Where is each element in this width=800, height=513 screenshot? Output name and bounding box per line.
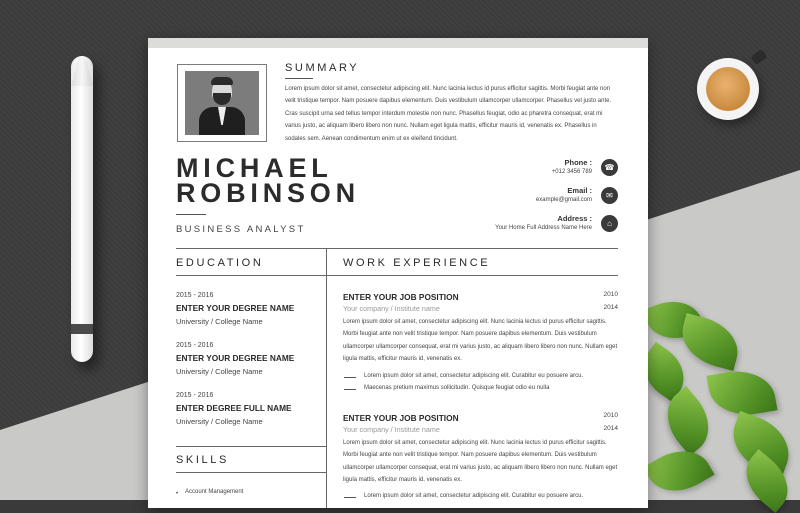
stylus-tip <box>71 56 93 86</box>
bullet-dash <box>344 377 356 378</box>
education-degree: ENTER DEGREE FULL NAME <box>176 403 292 413</box>
education-school: University / College Name <box>176 317 263 326</box>
home-icon: ⌂ <box>601 215 618 232</box>
address-label: Address : <box>557 214 592 223</box>
mail-icon: ✉ <box>601 187 618 204</box>
phone-icon: ☎ <box>601 159 618 176</box>
leaf <box>675 313 744 371</box>
job-title: BUSINESS ANALYST <box>176 224 306 235</box>
summary-title: SUMMARY <box>285 62 360 74</box>
coffee-liquid <box>706 67 750 111</box>
phone-label: Phone : <box>564 158 592 167</box>
job-year-end: 2014 <box>603 425 618 432</box>
email-label: Email : <box>567 186 592 195</box>
job-company: Your company / Institute name <box>343 425 440 434</box>
job-bullet: Maecenas pretium maximus sollicitudin. Quisque feugiat odio eu nulla <box>364 385 550 391</box>
job-year-start: 2010 <box>603 412 618 419</box>
education-years: 2015 - 2016 <box>176 392 214 399</box>
address-value: Your Home Full Address Name Here <box>495 225 592 231</box>
job-company: Your company / Institute name <box>343 304 440 313</box>
job-bullet: Lorem ipsum dolor sit amet, consectetur adipiscing elit. Curabitur eu posuere arcu. <box>364 493 584 499</box>
job-description: Lorem ipsum dolor sit amet, consectetur adipiscing elit. Nunc lacinia lectus id purus efficitur sagittis. Morbi feugiat ante non velit tristique tempor. Nam posuere dapibus elementum. Duis vestibulum ullamcorper ullamcorper consequat, erat mi varius justo, ac aliquam libero libero non nunc. Nullam eget ligula mattis, efficitur mauris id, venenatis ex. <box>343 319 618 363</box>
job-position: ENTER YOUR JOB POSITION <box>343 292 459 302</box>
job-description: Lorem ipsum dolor sit amet, consectetur adipiscing elit. Nunc lacinia lectus id purus efficitur sagittis. Morbi feugiat ante non velit tristique tempor. Nam posuere dapibus elementum. Duis vestibulum ullamcorper ullamcorper consequat, erat mi varius justo, ac aliquam libero libero non nunc. Nullam eget ligula mattis, efficitur mauris id, venenatis ex. <box>343 440 618 484</box>
skills-title: SKILLS <box>176 454 229 466</box>
education-school: University / College Name <box>176 367 263 376</box>
resume-page <box>148 38 648 508</box>
profile-photo <box>185 71 259 135</box>
coffee-cup <box>697 58 759 120</box>
summary-title-rule <box>285 78 313 79</box>
education-degree: ENTER YOUR DEGREE NAME <box>176 353 295 363</box>
skill-bullet: • <box>176 491 179 497</box>
skill-item: Account Management <box>185 489 244 495</box>
education-degree: ENTER YOUR DEGREE NAME <box>176 303 295 313</box>
email-value: example@gmail.com <box>535 197 592 203</box>
education-school: University / College Name <box>176 417 263 426</box>
skills-top-rule <box>176 446 326 447</box>
skills-header-rule <box>176 472 326 473</box>
first-name: MICHAEL <box>176 153 333 183</box>
stylus-band <box>71 324 93 334</box>
section-top-rule <box>176 248 618 249</box>
name-rule <box>176 214 206 215</box>
photo-beard <box>213 93 231 105</box>
column-divider <box>326 248 327 508</box>
job-year-end: 2014 <box>603 304 618 311</box>
education-years: 2015 - 2016 <box>176 292 214 299</box>
job-position: ENTER YOUR JOB POSITION <box>343 413 459 423</box>
education-title: EDUCATION <box>176 257 264 269</box>
last-name: ROBINSON <box>176 178 360 208</box>
stylus-pencil <box>71 56 93 362</box>
education-years: 2015 - 2016 <box>176 342 214 349</box>
phone-value: +012 3456 789 <box>551 169 592 175</box>
leaf <box>643 438 714 503</box>
page-top-bar <box>148 38 648 48</box>
summary-text: Lorem ipsum dolor sit amet, consectetur adipiscing elit. Nunc lacinia lectus id purus efficitur sagittis. Morbi feugiat ante non velit tristique tempor. Nam posuere dapibus elementum. Duis vestibulum ullamcorper ullamcorper. Phasellus vel justo ante. Cras suscipit urna sed tellus tempor interdum molestie non nunc. Phasellus feugiat, odio ac pharetra consequat, erat mi varius justo, ac aliquam libero libero non nunc. Nullam eget ligula mattis, efficitur mauris id, venenatis ex. Phasellus in sodales sem. Aenean condimentum enim ut ex eleifend tincidunt. <box>285 86 612 142</box>
job-bullet: Lorem ipsum dolor sit amet, consectetur adipiscing elit. Curabitur eu posuere arcu. <box>364 373 584 379</box>
section-header-rule-right <box>326 275 618 276</box>
bullet-dash <box>344 389 356 390</box>
bullet-dash <box>344 497 356 498</box>
job-year-start: 2010 <box>603 291 618 298</box>
profile-photo-frame <box>177 64 267 142</box>
photo-hair <box>211 77 233 85</box>
plant-leaves <box>640 290 800 500</box>
experience-title: WORK EXPERIENCE <box>343 257 491 269</box>
section-header-rule-left <box>176 275 326 276</box>
